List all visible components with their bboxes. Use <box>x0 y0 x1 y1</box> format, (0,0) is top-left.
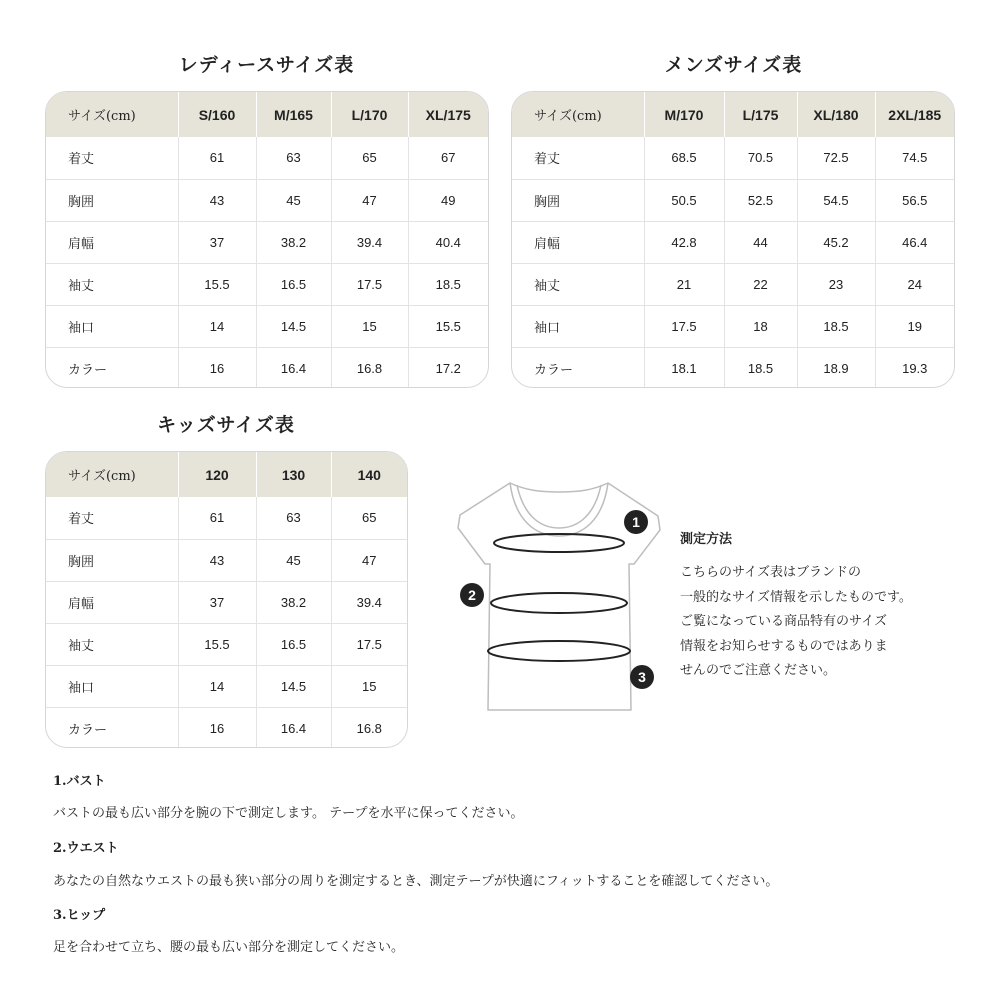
table-row <box>512 221 954 263</box>
row-label-cell: 肩幅 <box>512 221 644 263</box>
header-cell: 120 <box>178 452 256 497</box>
table-row <box>512 179 954 221</box>
value-cell: 16.4 <box>256 707 331 748</box>
value-cell: 16.8 <box>331 707 407 748</box>
value-cell: 39.4 <box>331 221 408 263</box>
table-row <box>46 581 407 623</box>
note-title-bust: 1.バスト <box>53 774 106 789</box>
row-label-cell: 袖丈 <box>46 263 178 305</box>
value-cell: 18.5 <box>724 347 797 388</box>
method-line: 一般的なサイズ情報を示したものです。 <box>680 589 912 605</box>
row-label-cell: 肩幅 <box>46 221 178 263</box>
value-cell: 18.1 <box>644 347 724 388</box>
value-cell: 70.5 <box>724 137 797 179</box>
value-cell: 47 <box>331 539 407 581</box>
value-cell: 17.5 <box>331 263 408 305</box>
row-label-cell: 着丈 <box>46 497 178 539</box>
value-cell: 17.5 <box>644 305 724 347</box>
table-header-row <box>46 92 488 137</box>
note-title-waist: 2.ウエスト <box>53 841 119 856</box>
header-cell: 140 <box>357 466 381 483</box>
header-cell: M/165 <box>256 92 331 137</box>
table-row <box>46 707 407 748</box>
mens-table-title: メンズサイズ表 <box>664 54 803 76</box>
value-cell: 22 <box>724 263 797 305</box>
table-row <box>46 539 407 581</box>
value-cell: 56.5 <box>875 179 954 221</box>
row-label-cell: 袖丈 <box>46 623 178 665</box>
value-cell: 15 <box>331 305 408 347</box>
value-cell: 49 <box>408 179 488 221</box>
measure-bands <box>488 534 630 661</box>
row-label-cell: 着丈 <box>512 137 644 179</box>
header-cell: 130 <box>256 452 331 497</box>
measurement-method <box>680 528 980 684</box>
note-title-hip: 3.ヒップ <box>53 908 106 923</box>
note-text-waist: あなたの自然なウエストの最も狭い部分の周りを測定するとき、測定テープが快適にフィットすることを確認してください。 <box>53 874 779 889</box>
table-row <box>46 179 488 221</box>
table-header-row <box>46 452 407 497</box>
ladies-size-table <box>45 91 489 388</box>
header-cell: L/170 <box>331 92 408 137</box>
value-cell: 21 <box>644 263 724 305</box>
value-cell: 14 <box>178 665 256 707</box>
method-line: 情報をお知らせするものではありま <box>680 638 888 654</box>
value-cell: 17.2 <box>408 347 488 388</box>
header-cell: L/175 <box>724 92 797 137</box>
header-cell: サイズ(cm) <box>46 452 178 497</box>
row-label-cell: 袖口 <box>512 305 644 347</box>
value-cell: 38.2 <box>256 581 331 623</box>
row-label-cell: 袖口 <box>46 665 178 707</box>
table-row <box>512 263 954 305</box>
value-cell: 45 <box>256 179 331 221</box>
method-line: せんのでご注意ください。 <box>680 663 837 678</box>
value-cell: 14.5 <box>256 665 331 707</box>
marker-3 <box>630 665 654 689</box>
row-label-cell: カラー <box>46 707 178 748</box>
table-row <box>512 347 954 388</box>
value-cell: 45.2 <box>797 221 875 263</box>
value-cell: 43 <box>178 539 256 581</box>
value-cell: 16.5 <box>256 623 331 665</box>
value-cell: 65 <box>331 137 408 179</box>
row-label-cell: カラー <box>46 347 178 388</box>
value-cell: 23 <box>797 263 875 305</box>
value-cell: 65 <box>362 510 377 526</box>
table-header-row <box>512 92 954 137</box>
value-cell: 18.5 <box>797 305 875 347</box>
value-cell: 18.5 <box>408 263 488 305</box>
value-cell: 43 <box>178 179 256 221</box>
header-cell: サイズ(cm) <box>512 92 644 137</box>
kids-size-table <box>45 451 408 748</box>
value-cell: 19.3 <box>875 347 954 388</box>
value-cell: 19 <box>875 305 954 347</box>
value-cell: 72.5 <box>797 137 875 179</box>
value-cell: 37 <box>178 581 256 623</box>
value-cell: 16 <box>178 347 256 388</box>
svg-text:1: 1 <box>632 514 640 530</box>
value-cell: 42.8 <box>644 221 724 263</box>
table-row <box>512 305 954 347</box>
header-cell: XL/180 <box>797 92 875 137</box>
header-cell: サイズ(cm) <box>46 92 178 137</box>
row-label-cell: 着丈 <box>46 137 178 179</box>
table-row <box>46 497 407 539</box>
row-label-cell: 胸囲 <box>46 539 178 581</box>
value-cell: 67 <box>441 150 456 166</box>
value-cell: 15.5 <box>178 623 256 665</box>
value-cell: 24 <box>875 263 954 305</box>
value-cell: 47 <box>331 179 408 221</box>
value-cell: 18 <box>724 305 797 347</box>
value-cell: 54.5 <box>797 179 875 221</box>
method-line: こちらのサイズ表はブランドの <box>680 565 861 580</box>
value-cell: 16.5 <box>256 263 331 305</box>
value-cell: 16 <box>178 707 256 748</box>
row-label-cell: カラー <box>512 347 644 388</box>
waist-band <box>491 593 627 613</box>
table-row <box>46 665 407 707</box>
method-line: ご覧になっている商品特有のサイズ <box>680 614 887 629</box>
value-cell: 15.5 <box>408 305 488 347</box>
marker-1 <box>624 510 648 534</box>
value-cell: 16.4 <box>256 347 331 388</box>
row-label-cell: 袖口 <box>46 305 178 347</box>
marker-2 <box>460 583 484 607</box>
value-cell: 63 <box>256 497 331 539</box>
value-cell: 18.9 <box>797 347 875 388</box>
row-label-cell: 胸囲 <box>512 179 644 221</box>
value-cell: 44 <box>724 221 797 263</box>
value-cell: 46.4 <box>875 221 954 263</box>
value-cell: 45 <box>256 539 331 581</box>
value-cell: 14 <box>178 305 256 347</box>
svg-text:3: 3 <box>638 669 646 685</box>
header-cell: S/160 <box>178 92 256 137</box>
value-cell: 61 <box>178 497 256 539</box>
value-cell: 40.4 <box>408 221 488 263</box>
value-cell: 14.5 <box>256 305 331 347</box>
table-row <box>46 623 407 665</box>
table-row <box>46 305 488 347</box>
table-row <box>512 137 954 179</box>
header-cell: M/170 <box>644 92 724 137</box>
value-cell: 38.2 <box>256 221 331 263</box>
hip-band <box>488 641 630 661</box>
table-row <box>46 221 488 263</box>
value-cell: 15.5 <box>178 263 256 305</box>
header-cell: 2XL/185 <box>888 106 942 123</box>
row-label-cell: 袖丈 <box>512 263 644 305</box>
value-cell: 37 <box>178 221 256 263</box>
header-cell: XL/175 <box>425 106 471 123</box>
table-row <box>46 263 488 305</box>
value-cell: 61 <box>178 137 256 179</box>
row-label-cell: 胸囲 <box>46 179 178 221</box>
table-row <box>46 137 488 179</box>
tshirt-measurement-diagram <box>455 478 665 714</box>
row-label-cell: 肩幅 <box>46 581 178 623</box>
svg-text:2: 2 <box>468 587 476 603</box>
value-cell: 74.5 <box>902 150 928 166</box>
ladies-table-title: レディースサイズ表 <box>178 54 355 76</box>
value-cell: 63 <box>256 137 331 179</box>
note-text-bust: バストの最も広い部分を腕の下で測定します。 テープを水平に保ってください。 <box>53 806 524 821</box>
note-text-hip: 足を合わせて立ち、腰の最も広い部分を測定してください。 <box>53 940 405 955</box>
value-cell: 15 <box>331 665 407 707</box>
method-title: 測定方法 <box>680 532 733 547</box>
table-row <box>46 347 488 388</box>
value-cell: 39.4 <box>331 581 407 623</box>
value-cell: 52.5 <box>724 179 797 221</box>
value-cell: 50.5 <box>644 179 724 221</box>
value-cell: 17.5 <box>331 623 407 665</box>
kids-table-title: キッズサイズ表 <box>157 414 295 436</box>
value-cell: 16.8 <box>331 347 408 388</box>
value-cell: 68.5 <box>644 137 724 179</box>
mens-size-table <box>511 91 955 388</box>
